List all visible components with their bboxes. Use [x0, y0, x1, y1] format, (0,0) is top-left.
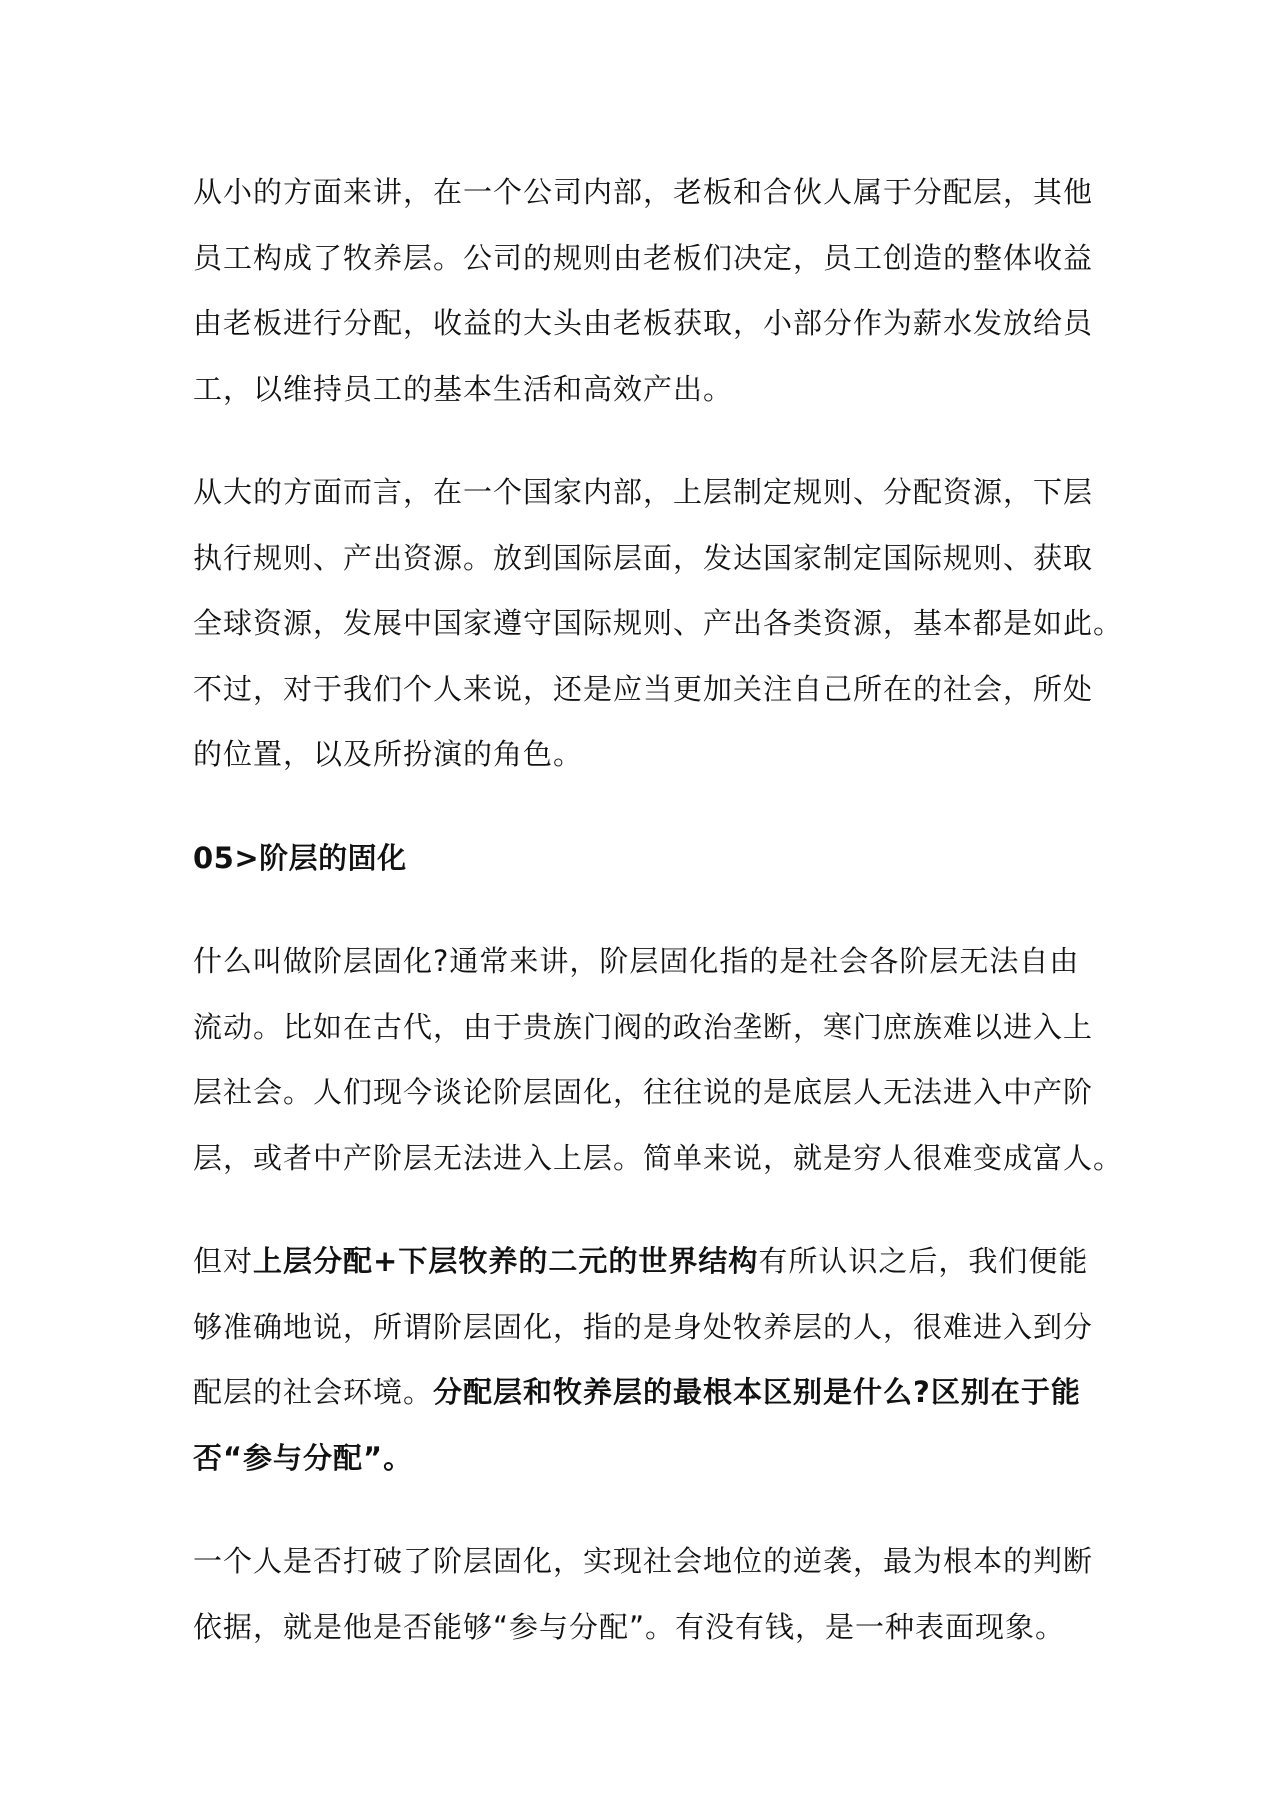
text-line: 全球资源，发展中国家遵守国际规则、产出各类资源，基本都是如此。: [193, 606, 1124, 640]
section-heading: 05>阶层的固化: [193, 840, 407, 875]
text-line: 层社会。人们现今谈论阶层固化，往往说的是底层人无法进入中产阶: [193, 1075, 1094, 1109]
text-line: [193, 1360, 1093, 1426]
paragraph-structure: [193, 1229, 1093, 1491]
paragraph-company: [193, 160, 1093, 422]
bold-text-run: 上层分配+下层牧养的二元的世界结构: [253, 1244, 759, 1278]
text-line: 工，以维持员工的基本生活和高效产出。: [193, 371, 734, 406]
text-line: 从小的方面来讲，在一个公司内部，老板和合伙人属于分配层，其他: [193, 175, 1094, 209]
text-line: 依据，就是他是否能够“参与分配”。有没有钱，是一种表面现象。: [193, 1609, 1066, 1644]
paragraph-country: [193, 460, 1124, 788]
paragraph-judgement: [193, 1529, 1093, 1660]
text-line: 层，或者中产阶层无法进入上层。简单来说，就是穷人很难变成富人。: [193, 1140, 1124, 1175]
document-page: [193, 160, 1124, 1698]
paragraph-definition: [193, 929, 1124, 1191]
text-line: 由老板进行分配，收益的大头由老板获取，小部分作为薪水发放给员: [193, 306, 1094, 340]
text-line: 一个人是否打破了阶层固化，实现社会地位的逆袭，最为根本的判断: [193, 1544, 1094, 1578]
text-run: 配层的社会环境。: [193, 1375, 434, 1409]
text-line: 从大的方面而言，在一个国家内部，上层制定规则、分配资源，下层: [193, 475, 1094, 509]
text-line: [193, 1426, 1093, 1492]
text-run: 但对: [193, 1244, 254, 1278]
bold-text-run: 否“参与分配”。: [193, 1440, 414, 1475]
text-line: 什么叫做阶层固化?通常来讲，阶层固化指的是社会各阶层无法自由: [193, 944, 1080, 978]
text-line: 的位置，以及所扮演的角色。: [193, 737, 584, 771]
text-line: [193, 1229, 1093, 1295]
text-line: 不过，对于我们个人来说，还是应当更加关注自己所在的社会，所处: [193, 671, 1094, 706]
text-run: 有所认识之后，我们便能: [758, 1244, 1089, 1278]
bold-text-run: 分配层和牧养层的最根本区别是什么?区别在于能: [433, 1375, 1081, 1409]
text-line: 员工构成了牧养层。公司的规则由老板们决定，员工创造的整体收益: [193, 240, 1094, 275]
text-line: 够准确地说，所谓阶层固化，指的是身处牧养层的人，很难进入到分: [193, 1309, 1094, 1344]
text-line: 流动。比如在古代，由于贵族门阀的政治垄断，寒门庶族难以进入上: [193, 1009, 1094, 1044]
text-line: 执行规则、产出资源。放到国际层面，发达国家制定国际规则、获取: [193, 540, 1094, 575]
